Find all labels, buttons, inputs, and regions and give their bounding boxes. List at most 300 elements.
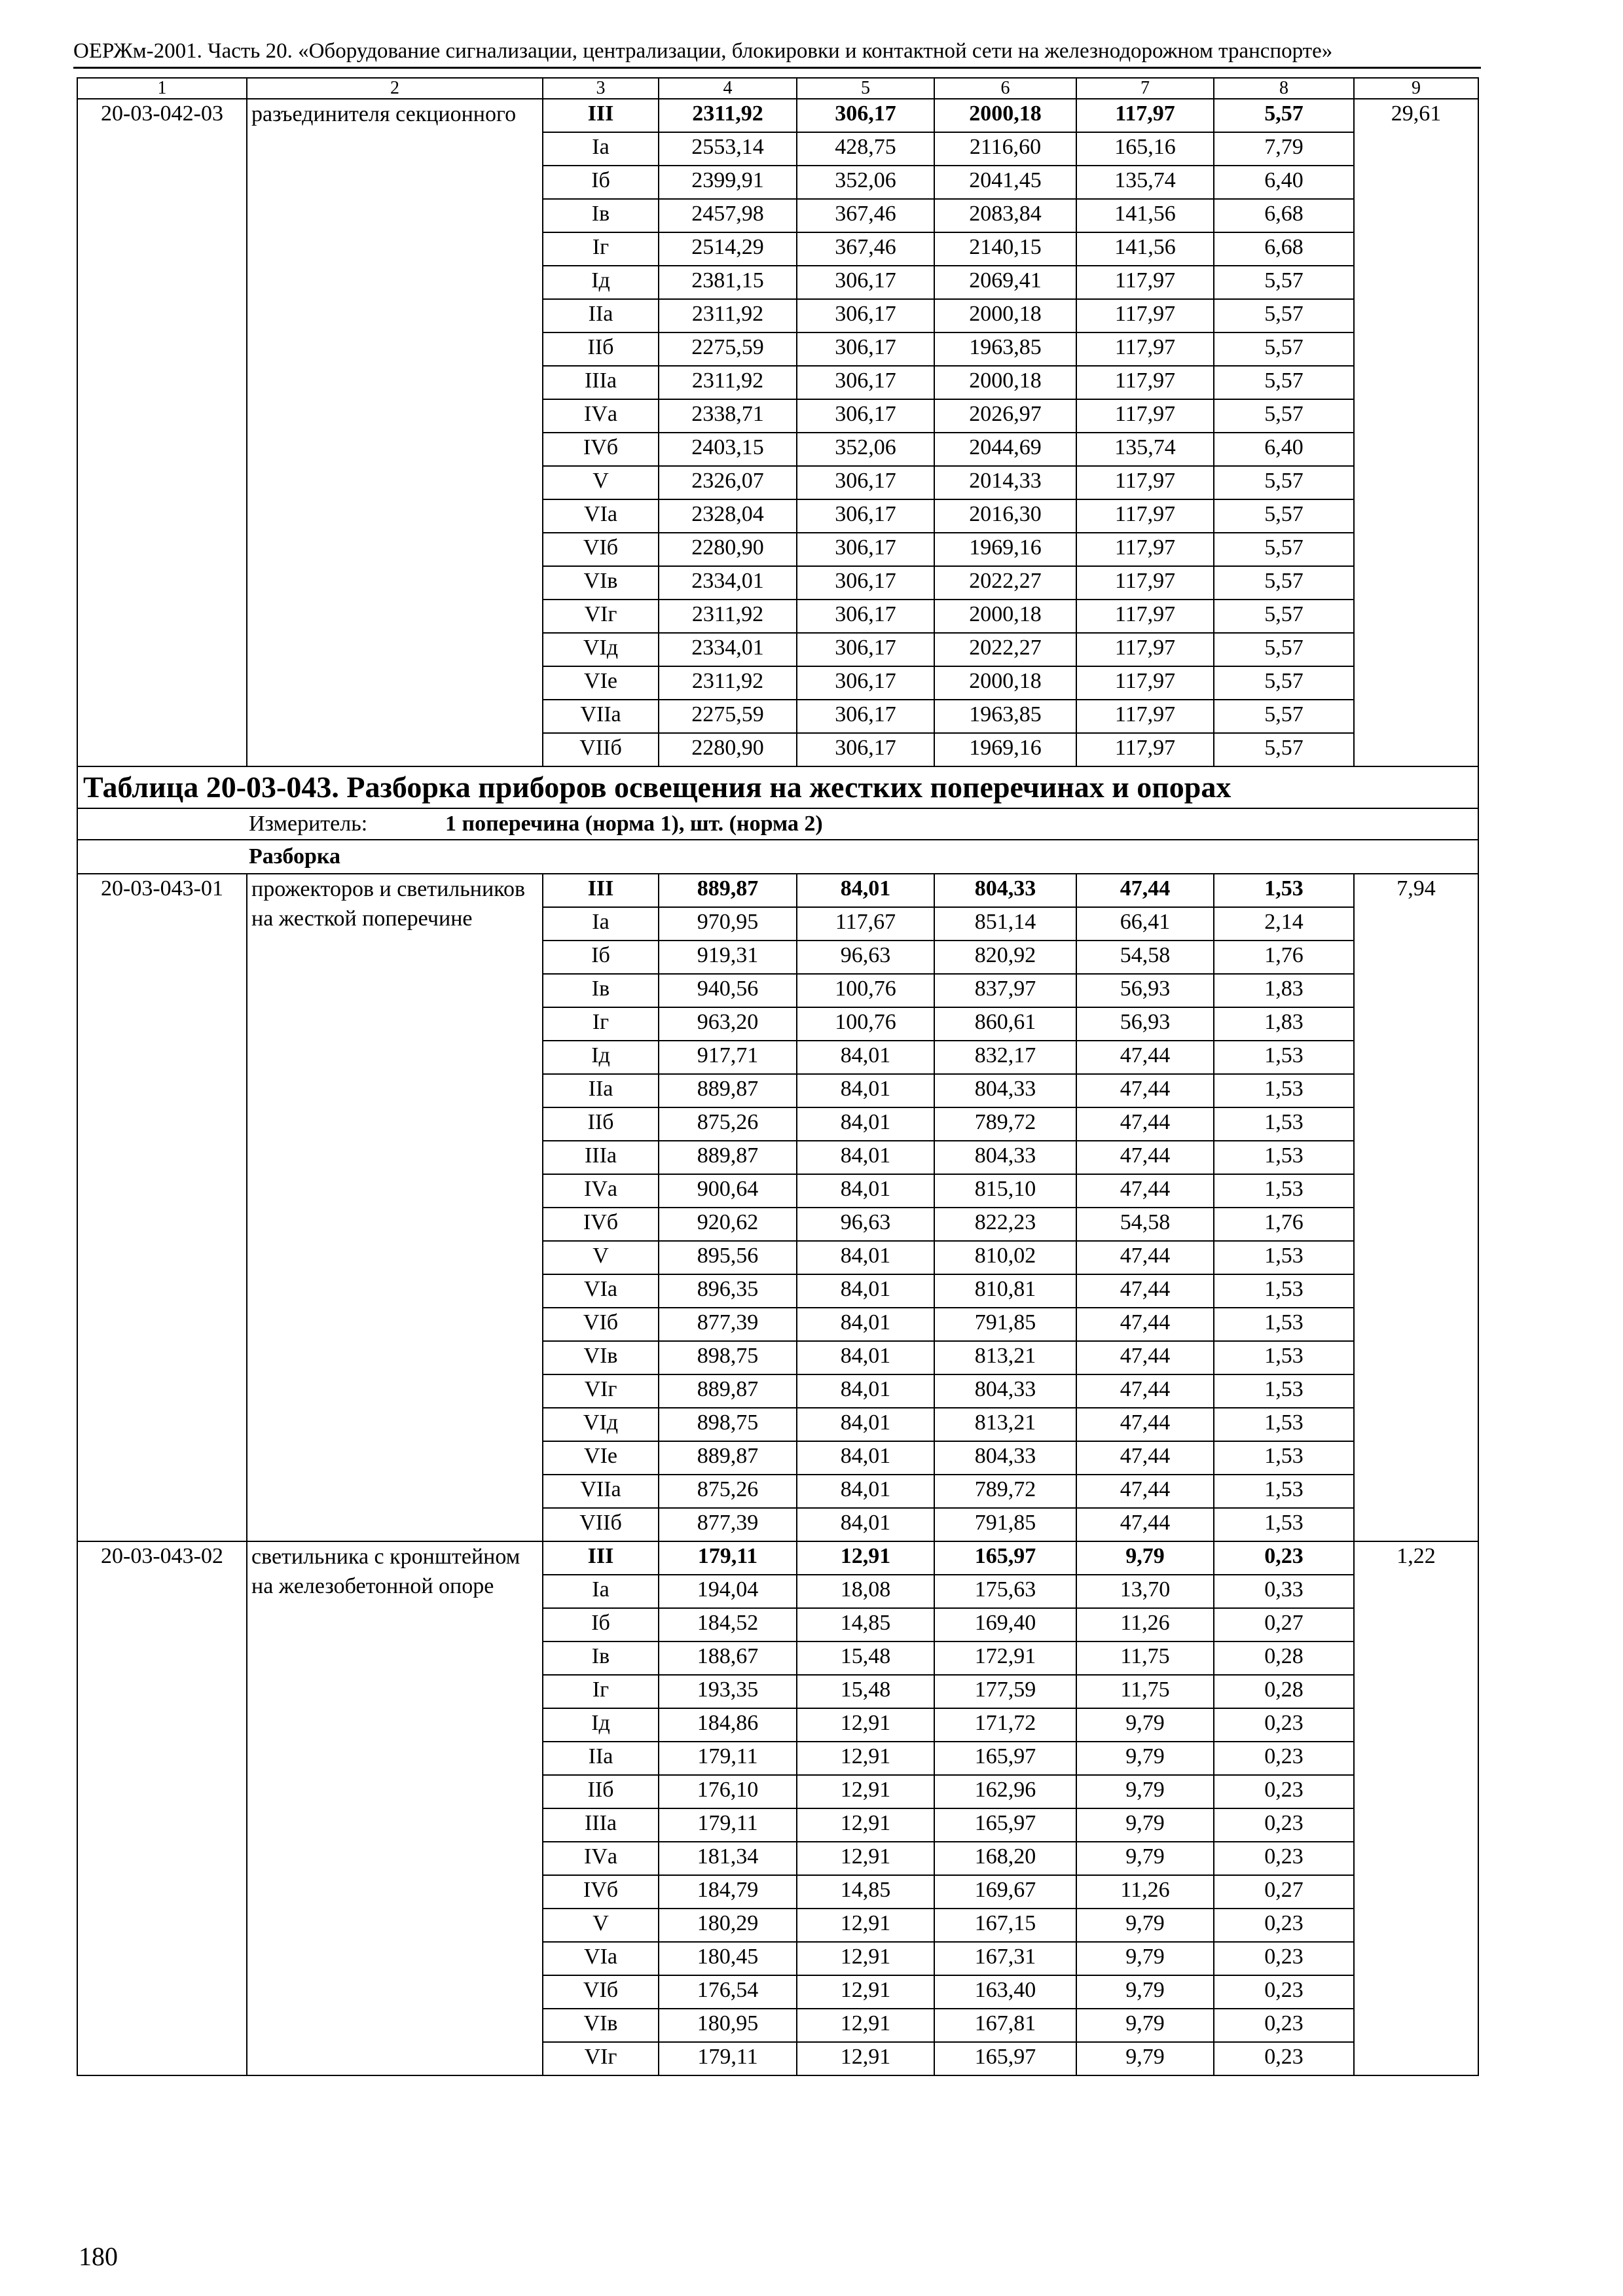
price-cell: 6,40 <box>1214 166 1354 199</box>
price-cell: 47,44 <box>1076 1408 1214 1441</box>
price-cell: 12,91 <box>797 1708 934 1742</box>
price-cell: 0,23 <box>1214 1842 1354 1875</box>
price-cell: 84,01 <box>797 1408 934 1441</box>
price-cell: 804,33 <box>934 874 1076 907</box>
measurer-value: 1 поперечина (норма 1), шт. (норма 2) <box>445 812 823 836</box>
price-cell: 804,33 <box>934 1141 1076 1174</box>
price-cell: 84,01 <box>797 1174 934 1208</box>
price-cell: 791,85 <box>934 1508 1076 1541</box>
price-cell: 2016,30 <box>934 499 1076 533</box>
price-cell: 100,76 <box>797 974 934 1007</box>
price-cell: 181,34 <box>659 1842 797 1875</box>
zone-code: IIб <box>543 332 659 366</box>
price-cell: 5,57 <box>1214 666 1354 700</box>
price-cell: 2381,15 <box>659 266 797 299</box>
zone-code: III <box>543 874 659 907</box>
zone-code: Iв <box>543 1641 659 1675</box>
price-cell: 2311,92 <box>659 299 797 332</box>
price-cell: 306,17 <box>797 700 934 733</box>
price-cell: 810,81 <box>934 1274 1076 1308</box>
item-description: разъединителя секционного <box>247 99 543 766</box>
price-cell: 167,81 <box>934 2009 1076 2042</box>
price-cell: 169,67 <box>934 1875 1076 1909</box>
price-cell: 184,79 <box>659 1875 797 1909</box>
price-cell: 184,52 <box>659 1608 797 1641</box>
price-cell: 2083,84 <box>934 199 1076 232</box>
price-cell: 14,85 <box>797 1875 934 1909</box>
price-cell: 875,26 <box>659 1107 797 1141</box>
price-cell: 2457,98 <box>659 199 797 232</box>
price-cell: 815,10 <box>934 1174 1076 1208</box>
table-row <box>77 1541 1478 1575</box>
price-cell: 5,57 <box>1214 633 1354 666</box>
price-cell: 428,75 <box>797 132 934 166</box>
price-cell: 135,74 <box>1076 433 1214 466</box>
zone-code: VIа <box>543 1274 659 1308</box>
price-cell: 47,44 <box>1076 1308 1214 1341</box>
price-cell: 117,97 <box>1076 266 1214 299</box>
price-cell: 9,79 <box>1076 1775 1214 1808</box>
price-cell: 0,23 <box>1214 1775 1354 1808</box>
price-cell: 167,31 <box>934 1942 1076 1975</box>
price-cell: 875,26 <box>659 1475 797 1508</box>
price-cell: 84,01 <box>797 1508 934 1541</box>
price-cell: 5,57 <box>1214 299 1354 332</box>
price-cell: 0,23 <box>1214 1742 1354 1775</box>
price-cell: 1,53 <box>1214 1341 1354 1374</box>
price-cell: 171,72 <box>934 1708 1076 1742</box>
price-cell: 877,39 <box>659 1508 797 1541</box>
price-cell: 898,75 <box>659 1341 797 1374</box>
price-cell: 11,26 <box>1076 1608 1214 1641</box>
price-cell: 1,53 <box>1214 1174 1354 1208</box>
zone-code: VIе <box>543 666 659 700</box>
price-cell: 306,17 <box>797 499 934 533</box>
price-cell: 5,57 <box>1214 499 1354 533</box>
price-cell: 0,23 <box>1214 2042 1354 2075</box>
price-cell: 822,23 <box>934 1208 1076 1241</box>
price-cell: 84,01 <box>797 1107 934 1141</box>
price-cell: 56,93 <box>1076 974 1214 1007</box>
price-cell: 165,97 <box>934 2042 1076 2075</box>
price-cell: 66,41 <box>1076 907 1214 941</box>
price-cell: 165,97 <box>934 1541 1076 1575</box>
zone-code: IIа <box>543 299 659 332</box>
zone-code: VIб <box>543 1308 659 1341</box>
price-cell: 2000,18 <box>934 99 1076 132</box>
price-cell: 167,15 <box>934 1909 1076 1942</box>
price-cell: 9,79 <box>1076 1842 1214 1875</box>
price-cell: 832,17 <box>934 1041 1076 1074</box>
price-cell: 5,57 <box>1214 399 1354 433</box>
price-cell: 1,53 <box>1214 1241 1354 1274</box>
price-cell: 176,10 <box>659 1775 797 1808</box>
price-cell: 9,79 <box>1076 1942 1214 1975</box>
price-cell: 117,97 <box>1076 99 1214 132</box>
measurer-label: Измеритель: <box>249 812 368 836</box>
price-cell: 84,01 <box>797 1374 934 1408</box>
price-cell: 2334,01 <box>659 633 797 666</box>
price-cell: 889,87 <box>659 874 797 907</box>
price-cell: 47,44 <box>1076 1274 1214 1308</box>
page-number: 180 <box>79 2242 118 2271</box>
price-cell: 306,17 <box>797 399 934 433</box>
price-cell: 5,57 <box>1214 332 1354 366</box>
price-cell: 2069,41 <box>934 266 1076 299</box>
price-cell: 135,74 <box>1076 166 1214 199</box>
price-cell: 1,53 <box>1214 1107 1354 1141</box>
price-cell: 306,17 <box>797 600 934 633</box>
zone-code: VIг <box>543 2042 659 2075</box>
price-cell: 1963,85 <box>934 700 1076 733</box>
column-number: 5 <box>797 78 934 99</box>
zone-code: Iб <box>543 1608 659 1641</box>
zone-code: Iд <box>543 266 659 299</box>
price-cell: 352,06 <box>797 166 934 199</box>
zone-code: VIг <box>543 1374 659 1408</box>
price-cell: 177,59 <box>934 1675 1076 1708</box>
price-cell: 5,57 <box>1214 466 1354 499</box>
zone-code: VIIа <box>543 700 659 733</box>
price-cell: 896,35 <box>659 1274 797 1308</box>
price-cell: 0,23 <box>1214 1909 1354 1942</box>
price-cell: 5,57 <box>1214 99 1354 132</box>
price-cell: 9,79 <box>1076 1742 1214 1775</box>
zone-code: VIб <box>543 533 659 566</box>
price-cell: 1,83 <box>1214 1007 1354 1041</box>
price-cell: 117,97 <box>1076 533 1214 566</box>
price-cell: 193,35 <box>659 1675 797 1708</box>
table-row <box>77 99 1478 132</box>
price-cell: 2275,59 <box>659 332 797 366</box>
price-cell: 306,17 <box>797 666 934 700</box>
price-cell: 117,67 <box>797 907 934 941</box>
price-cell: 367,46 <box>797 232 934 266</box>
zone-code: Iб <box>543 166 659 199</box>
price-cell: 2014,33 <box>934 466 1076 499</box>
zone-code: VIд <box>543 633 659 666</box>
price-cell: 6,40 <box>1214 433 1354 466</box>
item-description: светильника с кронштейном на железобетонной опоре <box>247 1541 543 2075</box>
price-cell: 176,54 <box>659 1975 797 2009</box>
price-cell: 12,91 <box>797 1775 934 1808</box>
price-cell: 940,56 <box>659 974 797 1007</box>
price-cell: 1,53 <box>1214 1074 1354 1107</box>
column-number: 6 <box>934 78 1076 99</box>
price-cell: 179,11 <box>659 2042 797 2075</box>
price-cell: 306,17 <box>797 266 934 299</box>
price-cell: 47,44 <box>1076 1141 1214 1174</box>
price-cell: 172,91 <box>934 1641 1076 1675</box>
price-cell: 2000,18 <box>934 600 1076 633</box>
price-cell: 889,87 <box>659 1141 797 1174</box>
zone-code: VIIб <box>543 733 659 766</box>
zone-code: VIв <box>543 1341 659 1374</box>
zone-code: Iв <box>543 974 659 1007</box>
column-number: 8 <box>1214 78 1354 99</box>
price-cell: 5,57 <box>1214 733 1354 766</box>
price-cell: 306,17 <box>797 566 934 600</box>
price-cell: 804,33 <box>934 1441 1076 1475</box>
price-cell: 117,97 <box>1076 633 1214 666</box>
price-cell: 9,79 <box>1076 1808 1214 1842</box>
price-cell: 117,97 <box>1076 299 1214 332</box>
price-cell: 851,14 <box>934 907 1076 941</box>
zone-code: Ia <box>543 907 659 941</box>
price-cell: 306,17 <box>797 466 934 499</box>
price-cell: 1,53 <box>1214 1141 1354 1174</box>
price-cell: 2275,59 <box>659 700 797 733</box>
price-cell: 180,29 <box>659 1909 797 1942</box>
price-cell: 813,21 <box>934 1408 1076 1441</box>
price-cell: 0,28 <box>1214 1641 1354 1675</box>
price-cell: 2553,14 <box>659 132 797 166</box>
price-cell: 117,97 <box>1076 332 1214 366</box>
column-number: 4 <box>659 78 797 99</box>
price-cell: 0,27 <box>1214 1608 1354 1641</box>
labor-total: 7,94 <box>1354 874 1478 1541</box>
price-cell: 0,23 <box>1214 1808 1354 1842</box>
price-cell: 12,91 <box>797 2042 934 2075</box>
price-cell: 820,92 <box>934 941 1076 974</box>
price-cell: 12,91 <box>797 1541 934 1575</box>
price-cell: 813,21 <box>934 1341 1076 1374</box>
price-cell: 2338,71 <box>659 399 797 433</box>
price-cell: 169,40 <box>934 1608 1076 1641</box>
price-cell: 898,75 <box>659 1408 797 1441</box>
price-cell: 188,67 <box>659 1641 797 1675</box>
price-cell: 5,57 <box>1214 366 1354 399</box>
zone-code: IIIа <box>543 366 659 399</box>
price-cell: 0,28 <box>1214 1675 1354 1708</box>
price-cell: 0,23 <box>1214 1541 1354 1575</box>
price-cell: 168,20 <box>934 1842 1076 1875</box>
item-code: 20-03-043-02 <box>77 1541 247 2075</box>
zone-code: VIв <box>543 566 659 600</box>
price-cell: 1,53 <box>1214 1408 1354 1441</box>
price-cell: 165,16 <box>1076 132 1214 166</box>
price-cell: 163,40 <box>934 1975 1076 2009</box>
zone-code: IIIа <box>543 1141 659 1174</box>
section <box>77 840 1478 874</box>
zone-code: VIIб <box>543 1508 659 1541</box>
price-cell: 2334,01 <box>659 566 797 600</box>
price-cell: 117,97 <box>1076 600 1214 633</box>
column-number: 2 <box>247 78 543 99</box>
price-cell: 84,01 <box>797 1241 934 1274</box>
price-cell: 2280,90 <box>659 533 797 566</box>
price-cell: 895,56 <box>659 1241 797 1274</box>
price-cell: 804,33 <box>934 1074 1076 1107</box>
price-cell: 194,04 <box>659 1575 797 1608</box>
zone-code: IVб <box>543 1875 659 1909</box>
price-cell: 0,23 <box>1214 1708 1354 1742</box>
labor-total: 1,22 <box>1354 1541 1478 2075</box>
price-cell: 5,57 <box>1214 700 1354 733</box>
price-cell: 306,17 <box>797 99 934 132</box>
price-cell: 877,39 <box>659 1308 797 1341</box>
zone-code: Iг <box>543 1675 659 1708</box>
price-cell: 54,58 <box>1076 1208 1214 1241</box>
price-cell: 47,44 <box>1076 1475 1214 1508</box>
price-cell: 0,23 <box>1214 2009 1354 2042</box>
price-cell: 1,53 <box>1214 1308 1354 1341</box>
item-code: 20-03-042-03 <box>77 99 247 766</box>
zone-code: Iд <box>543 1041 659 1074</box>
zone-code: IVа <box>543 1174 659 1208</box>
price-cell: 15,48 <box>797 1675 934 1708</box>
price-cell: 889,87 <box>659 1074 797 1107</box>
price-cell: 12,91 <box>797 2009 934 2042</box>
zone-code: Iг <box>543 232 659 266</box>
price-cell: 810,02 <box>934 1241 1076 1274</box>
price-cell: 306,17 <box>797 366 934 399</box>
zone-code: V <box>543 466 659 499</box>
zone-code: IIа <box>543 1074 659 1107</box>
price-cell: 1,76 <box>1214 941 1354 974</box>
price-cell: 117,97 <box>1076 499 1214 533</box>
zone-code: Ia <box>543 1575 659 1608</box>
price-cell: 47,44 <box>1076 874 1214 907</box>
zone-code: IIб <box>543 1107 659 1141</box>
zone-code: VIа <box>543 499 659 533</box>
price-cell: 1969,16 <box>934 533 1076 566</box>
price-cell: 184,86 <box>659 1708 797 1742</box>
price-cell: 1,53 <box>1214 1041 1354 1074</box>
price-cell: 13,70 <box>1076 1575 1214 1608</box>
price-cell: 9,79 <box>1076 2009 1214 2042</box>
column-number: 1 <box>77 78 247 99</box>
price-cell: 2514,29 <box>659 232 797 266</box>
column-number-row <box>77 78 1478 99</box>
price-cell: 162,96 <box>934 1775 1076 1808</box>
price-cell: 2311,92 <box>659 666 797 700</box>
price-cell: 0,23 <box>1214 1942 1354 1975</box>
price-cell: 1,53 <box>1214 1274 1354 1308</box>
price-cell: 47,44 <box>1076 1041 1214 1074</box>
price-cell: 5,57 <box>1214 566 1354 600</box>
price-cell: 2022,27 <box>934 633 1076 666</box>
price-cell: 2140,15 <box>934 232 1076 266</box>
price-cell: 15,48 <box>797 1641 934 1675</box>
price-cell: 1,53 <box>1214 1508 1354 1541</box>
price-cell: 2280,90 <box>659 733 797 766</box>
zone-code: VIг <box>543 600 659 633</box>
zone-code: IIб <box>543 1775 659 1808</box>
zone-code: V <box>543 1909 659 1942</box>
price-cell: 1,53 <box>1214 1441 1354 1475</box>
price-cell: 2000,18 <box>934 299 1076 332</box>
price-cell: 2328,04 <box>659 499 797 533</box>
price-cell: 837,97 <box>934 974 1076 1007</box>
price-cell: 306,17 <box>797 299 934 332</box>
price-cell: 889,87 <box>659 1374 797 1408</box>
price-cell: 11,75 <box>1076 1641 1214 1675</box>
price-cell: 84,01 <box>797 1441 934 1475</box>
zone-code: VIв <box>543 2009 659 2042</box>
price-cell: 2311,92 <box>659 99 797 132</box>
column-number: 7 <box>1076 78 1214 99</box>
price-cell: 117,97 <box>1076 700 1214 733</box>
price-cell: 47,44 <box>1076 1074 1214 1107</box>
price-cell: 117,97 <box>1076 366 1214 399</box>
price-cell: 84,01 <box>797 1475 934 1508</box>
zone-code: IIIа <box>543 1808 659 1842</box>
price-cell: 96,63 <box>797 941 934 974</box>
price-cell: 47,44 <box>1076 1241 1214 1274</box>
price-cell: 789,72 <box>934 1107 1076 1141</box>
price-cell: 9,79 <box>1076 1975 1214 2009</box>
price-cell: 47,44 <box>1076 1341 1214 1374</box>
price-cell: 12,91 <box>797 1842 934 1875</box>
price-cell: 84,01 <box>797 1141 934 1174</box>
price-table <box>77 77 1479 2076</box>
price-cell: 84,01 <box>797 1274 934 1308</box>
zone-code: III <box>543 1541 659 1575</box>
price-cell: 5,57 <box>1214 533 1354 566</box>
price-cell: 12,91 <box>797 1808 934 1842</box>
zone-code: VIIа <box>543 1475 659 1508</box>
price-cell: 84,01 <box>797 1308 934 1341</box>
price-cell: 1963,85 <box>934 332 1076 366</box>
price-cell: 2022,27 <box>934 566 1076 600</box>
price-cell: 47,44 <box>1076 1441 1214 1475</box>
zone-code: IVа <box>543 399 659 433</box>
measurer <box>77 808 1478 840</box>
price-cell: 96,63 <box>797 1208 934 1241</box>
running-header: ОЕРЖм-2001. Часть 20. «Оборудование сигнализации, централизации, блокировки и контактной сети на железнодорожном транспорте» <box>73 37 1481 69</box>
price-cell: 14,85 <box>797 1608 934 1641</box>
zone-code: IVб <box>543 433 659 466</box>
price-cell: 2311,92 <box>659 366 797 399</box>
price-cell: 2000,18 <box>934 366 1076 399</box>
price-cell: 917,71 <box>659 1041 797 1074</box>
price-cell: 11,75 <box>1076 1675 1214 1708</box>
price-cell: 12,91 <box>797 1909 934 1942</box>
item-code: 20-03-043-01 <box>77 874 247 1541</box>
zone-code: Iб <box>543 941 659 974</box>
price-cell: 1,53 <box>1214 874 1354 907</box>
price-cell: 1,53 <box>1214 1374 1354 1408</box>
price-cell: 789,72 <box>934 1475 1076 1508</box>
price-cell: 56,93 <box>1076 1007 1214 1041</box>
price-cell: 117,97 <box>1076 399 1214 433</box>
price-cell: 0,33 <box>1214 1575 1354 1608</box>
zone-code: Ia <box>543 132 659 166</box>
price-cell: 84,01 <box>797 1041 934 1074</box>
price-cell: 367,46 <box>797 199 934 232</box>
zone-code: IIа <box>543 1742 659 1775</box>
zone-code: VIд <box>543 1408 659 1441</box>
zone-code: VIа <box>543 1942 659 1975</box>
price-cell: 970,95 <box>659 907 797 941</box>
price-cell: 2311,92 <box>659 600 797 633</box>
price-cell: 6,68 <box>1214 232 1354 266</box>
price-cell: 47,44 <box>1076 1107 1214 1141</box>
price-cell: 2000,18 <box>934 666 1076 700</box>
price-cell: 791,85 <box>934 1308 1076 1341</box>
price-cell: 306,17 <box>797 332 934 366</box>
price-cell: 889,87 <box>659 1441 797 1475</box>
price-cell: 2041,45 <box>934 166 1076 199</box>
price-cell: 5,57 <box>1214 600 1354 633</box>
price-cell: 9,79 <box>1076 1909 1214 1942</box>
price-cell: 306,17 <box>797 633 934 666</box>
price-cell: 2026,97 <box>934 399 1076 433</box>
price-cell: 9,79 <box>1076 1708 1214 1742</box>
price-cell: 919,31 <box>659 941 797 974</box>
price-cell: 180,45 <box>659 1942 797 1975</box>
